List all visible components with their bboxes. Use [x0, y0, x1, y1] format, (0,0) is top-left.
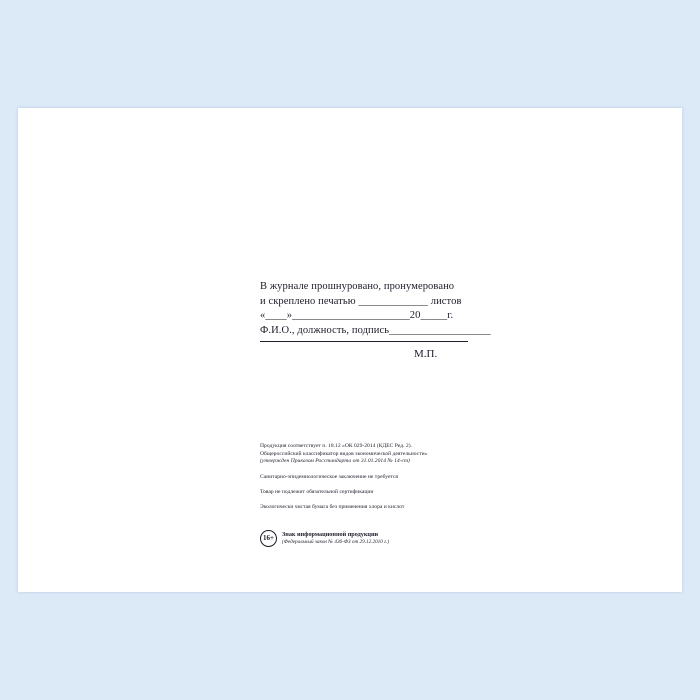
age-restriction-mark: [260, 530, 389, 547]
legal-paragraph-sanitary: Санитарно-эпидемиологическое заключение не требуется: [260, 473, 398, 480]
stamp-place-label: М.П.: [414, 348, 438, 360]
legal-paragraph-eco-paper: Экологически чистая бумага без применения хлора и кислот: [260, 503, 405, 510]
legal-okved-line-1: Продукция соответствует п. 18.12 «ОК 029-2014 (КДЕС Ред. 2).: [260, 443, 412, 449]
cert-line-1: В журнале прошнуровано, пронумеровано: [260, 281, 455, 292]
cert-line-2: и скреплено печатью _____________ листов: [260, 295, 462, 307]
signature-rule: [260, 340, 468, 342]
legal-paragraph-okved: [260, 443, 475, 466]
legal-notices-block: [260, 443, 475, 511]
document-page: [18, 108, 682, 592]
age-mark-subtitle: (Федеральный закон № 436-ФЗ от 29.12.2010 г.): [282, 538, 390, 545]
certification-block: [260, 280, 490, 342]
legal-okved-line-2: Общероссийский классификатор видов экономической деятельности»: [260, 450, 428, 457]
cert-line-3-date: «____»______________________20_____г.: [260, 310, 454, 321]
age-mark-title: Знак информационной продукции: [282, 531, 379, 538]
legal-paragraph-certification: Товар не подлежит обязательной сертификации: [260, 488, 374, 495]
age-mark-text: [282, 531, 389, 546]
cert-line-4-signature: Ф.И.О., должность, подпись___________________: [260, 324, 491, 336]
age-rating-icon: 16+: [260, 530, 277, 547]
legal-okved-line-3: (утвержден Приказом Росстандарта от 31.01.2014 № 14-ст): [260, 458, 410, 464]
